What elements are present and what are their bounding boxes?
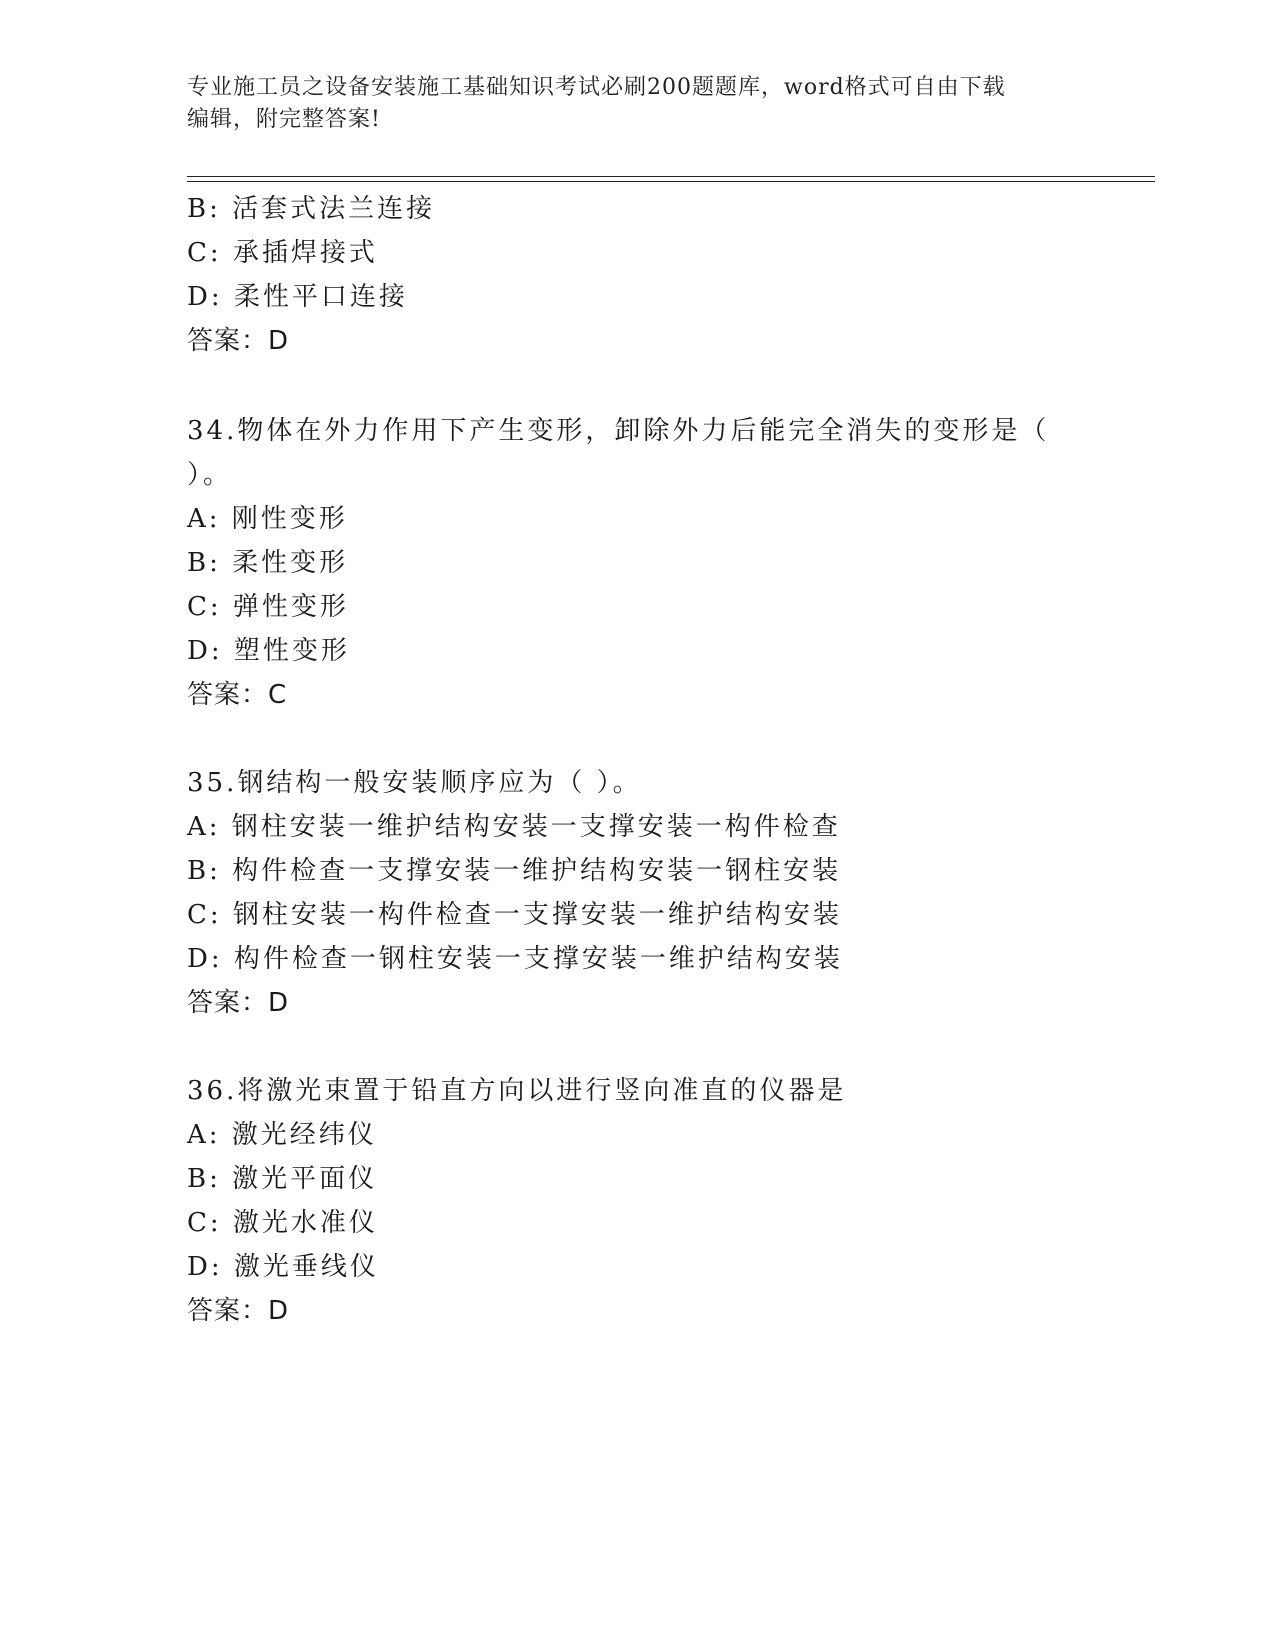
q35-option-c: C: 钢柱安装一构件检查一支撑安装一维护结构安装: [187, 900, 842, 930]
q34-option-d: D: 塑性变形: [187, 636, 350, 666]
q34-option-a: A: 刚性变形: [187, 504, 348, 534]
q36-option-a: A: 激光经纬仪: [187, 1120, 377, 1150]
q34-answer: 答案：C: [187, 680, 288, 710]
q36-option-b: B: 激光平面仪: [187, 1164, 378, 1194]
q35-option-d: D: 构件检查一钢柱安装一支撑安装一维护结构安装: [187, 944, 843, 974]
q34-stem-line-1: 34.物体在外力作用下产生变形，卸除外力后能完全消失的变形是（: [187, 416, 1050, 446]
q35-stem: 35.钢结构一般安装顺序应为（ ）。: [187, 768, 642, 798]
header-divider-top: [187, 176, 1155, 177]
q36-option-c: C: 激光水准仪: [187, 1208, 378, 1238]
q33-answer: 答案：D: [187, 326, 290, 356]
document-header: [187, 72, 1087, 136]
q34-option-b: B: 柔性变形: [187, 548, 349, 578]
q33-option-d: D: 柔性平口连接: [187, 282, 408, 312]
q33-option-b: B: 活套式法兰连接: [187, 194, 436, 224]
q35-option-b: B: 构件检查一支撑安装一维护结构安装一钢柱安装: [187, 856, 842, 886]
q33-option-c: C: 承插焊接式: [187, 238, 378, 268]
q36-option-d: D: 激光垂线仪: [187, 1252, 379, 1282]
q36-stem: 36.将激光束置于铅直方向以进行竖向准直的仪器是: [187, 1076, 847, 1106]
q35-option-a: A: 钢柱安装一维护结构安装一支撑安装一构件检查: [187, 812, 841, 842]
q35-answer: 答案：D: [187, 988, 290, 1018]
q36-answer: 答案：D: [187, 1296, 290, 1326]
header-title-line-2: 编辑，附完整答案!: [187, 107, 381, 132]
q34-option-c: C: 弹性变形: [187, 592, 349, 622]
header-divider-bottom: [187, 181, 1155, 182]
header-title-line-1: 专业施工员之设备安装施工基础知识考试必刷200题题库，word格式可自由下载: [187, 75, 1006, 100]
q34-stem-line-2: ）。: [187, 460, 233, 490]
